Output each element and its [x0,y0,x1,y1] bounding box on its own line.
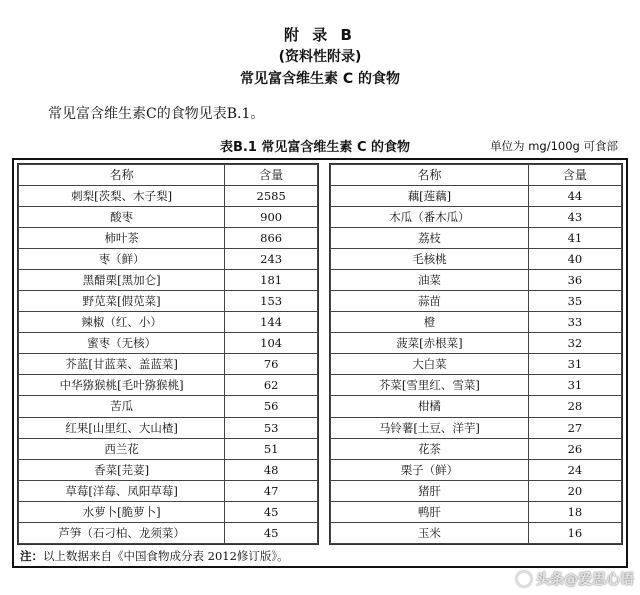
food-name-cell: 蒜苗 [331,291,529,312]
note-label: 注： [20,549,43,563]
table-row [19,375,318,396]
table-row [331,207,622,228]
food-name-cell: 蜜枣（无核） [19,333,225,354]
vitamin-c-amount-cell: 36 [528,270,621,291]
food-name-cell: 玉米 [331,522,529,543]
vitamin-c-amount-cell: 20 [528,480,621,501]
food-name-cell: 水萝卜[脆萝卜] [19,501,225,522]
column-header-amount: 含量 [528,165,621,186]
table-row [331,312,622,333]
food-name-cell: 芦笋（石刁柏、龙须菜） [19,522,225,543]
left-subtable [17,163,319,545]
table-row [331,354,622,375]
vitamin-c-amount-cell: 56 [225,396,318,417]
vitamin-c-amount-cell: 16 [528,522,621,543]
vitamin-c-amount-cell: 43 [528,207,621,228]
food-name-cell: 西兰花 [19,438,225,459]
header-row [331,165,622,186]
vitamin-c-amount-cell: 31 [528,375,621,396]
column-header-name: 名称 [19,165,225,186]
vitamin-c-amount-cell: 40 [528,249,621,270]
vitamin-c-amount-cell: 47 [225,480,318,501]
vitamin-c-amount-cell: 76 [225,354,318,375]
vitamin-c-amount-cell: 181 [225,270,318,291]
table-row [19,186,318,207]
vitamin-c-amount-cell: 153 [225,291,318,312]
table-note [20,548,289,564]
table-row [19,228,318,249]
vitamin-c-amount-cell: 51 [225,438,318,459]
toutiao-logo-icon [516,571,532,587]
food-name-cell: 荔枝 [331,228,529,249]
table-row [331,417,622,438]
food-name-cell: 鸭肝 [331,501,529,522]
food-name-cell: 辣椒（红、小） [19,312,225,333]
column-header-amount: 含量 [225,165,318,186]
vitamin-c-amount-cell: 53 [225,417,318,438]
table-row [19,480,318,501]
vitamin-c-amount-cell: 2585 [225,186,318,207]
table-row [331,270,622,291]
food-name-cell: 橙 [331,312,529,333]
food-name-cell: 苦瓜 [19,396,225,417]
food-name-cell: 芥菜[雪里红、雪菜] [331,375,529,396]
food-name-cell: 刺梨[茨梨、木子梨] [19,186,225,207]
table-row [19,438,318,459]
vitamin-c-amount-cell: 32 [528,333,621,354]
note-text: 以上数据来自《中国食物成分表 2012修订版》。 [43,549,289,563]
unit-label: 单位为 mg/100g 可食部 [490,139,618,153]
vitamin-c-amount-cell: 27 [528,417,621,438]
vitamin-c-amount-cell: 41 [528,228,621,249]
food-name-cell: 枣（鲜） [19,249,225,270]
food-name-cell: 草莓[洋莓、凤阳草莓] [19,480,225,501]
food-name-cell: 油菜 [331,270,529,291]
vitamin-c-amount-cell: 45 [225,522,318,543]
column-header-name: 名称 [331,165,529,186]
right-subtable [329,163,623,545]
food-name-cell: 柑橘 [331,396,529,417]
food-name-cell: 猪肝 [331,480,529,501]
food-name-cell: 藕[莲藕] [331,186,529,207]
food-name-cell: 香菜[芫荽] [19,459,225,480]
table-row [331,501,622,522]
appendix-nature: (资料性附录) [278,49,362,65]
food-name-cell: 栗子（鲜） [331,459,529,480]
right-table-body [331,186,622,544]
vitamin-c-amount-cell: 18 [528,501,621,522]
food-name-cell: 酸枣 [19,207,225,228]
food-name-cell: 红果[山里红、大山楂] [19,417,225,438]
table-row [19,333,318,354]
food-name-cell: 菠菜[赤根菜] [331,333,529,354]
food-name-cell: 黑醋栗[黑加仑] [19,270,225,291]
left-table-body [19,186,318,544]
vitamin-c-table [12,158,628,568]
table-row [331,186,622,207]
vitamin-c-amount-cell: 48 [225,459,318,480]
table-row [19,249,318,270]
food-name-cell: 木瓜（番木瓜） [331,207,529,228]
table-row [331,480,622,501]
vitamin-c-amount-cell: 31 [528,354,621,375]
table-row [19,459,318,480]
food-name-cell: 中华猕猴桃[毛叶猕猴桃] [19,375,225,396]
vitamin-c-amount-cell: 866 [225,228,318,249]
table-row [331,459,622,480]
vitamin-c-amount-cell: 44 [528,186,621,207]
table-row [19,312,318,333]
watermark-text: 头条@爱思心语 [536,572,634,588]
vitamin-c-amount-cell: 62 [225,375,318,396]
food-name-cell: 花茶 [331,438,529,459]
vitamin-c-amount-cell: 33 [528,312,621,333]
table-row [19,207,318,228]
table-row [331,396,622,417]
table-row [331,291,622,312]
table-row [19,270,318,291]
table-row [331,438,622,459]
food-name-cell: 柿叶茶 [19,228,225,249]
vitamin-c-amount-cell: 35 [528,291,621,312]
table-row [331,333,622,354]
table-row [331,522,622,543]
table-row [19,501,318,522]
table-row [331,375,622,396]
food-name-cell: 马铃薯[土豆、洋芋] [331,417,529,438]
vitamin-c-amount-cell: 144 [225,312,318,333]
header-row [19,165,318,186]
food-name-cell: 毛核桃 [331,249,529,270]
table-row [331,228,622,249]
vitamin-c-amount-cell: 28 [528,396,621,417]
appendix-subject: 常见富含维生素 C 的食物 [239,71,401,87]
vitamin-c-amount-cell: 243 [225,249,318,270]
table-row [19,396,318,417]
table-row [331,249,622,270]
vitamin-c-amount-cell: 24 [528,459,621,480]
table-row [19,291,318,312]
vitamin-c-amount-cell: 26 [528,438,621,459]
vitamin-c-amount-cell: 900 [225,207,318,228]
food-name-cell: 野苋菜[假苋菜] [19,291,225,312]
table-caption: 表B.1 常见富含维生素 C 的食物 [220,140,411,155]
appendix-title: 附 录 B [284,26,356,44]
vitamin-c-amount-cell: 45 [225,501,318,522]
table-row [19,522,318,543]
vitamin-c-amount-cell: 104 [225,333,318,354]
watermark [516,569,634,589]
food-name-cell: 大白菜 [331,354,529,375]
table-row [19,417,318,438]
table-row [19,354,318,375]
intro-paragraph: 常见富含维生素C的食物见表B.1。 [48,106,265,122]
food-name-cell: 芥蓝[甘蓝菜、盖蓝菜] [19,354,225,375]
